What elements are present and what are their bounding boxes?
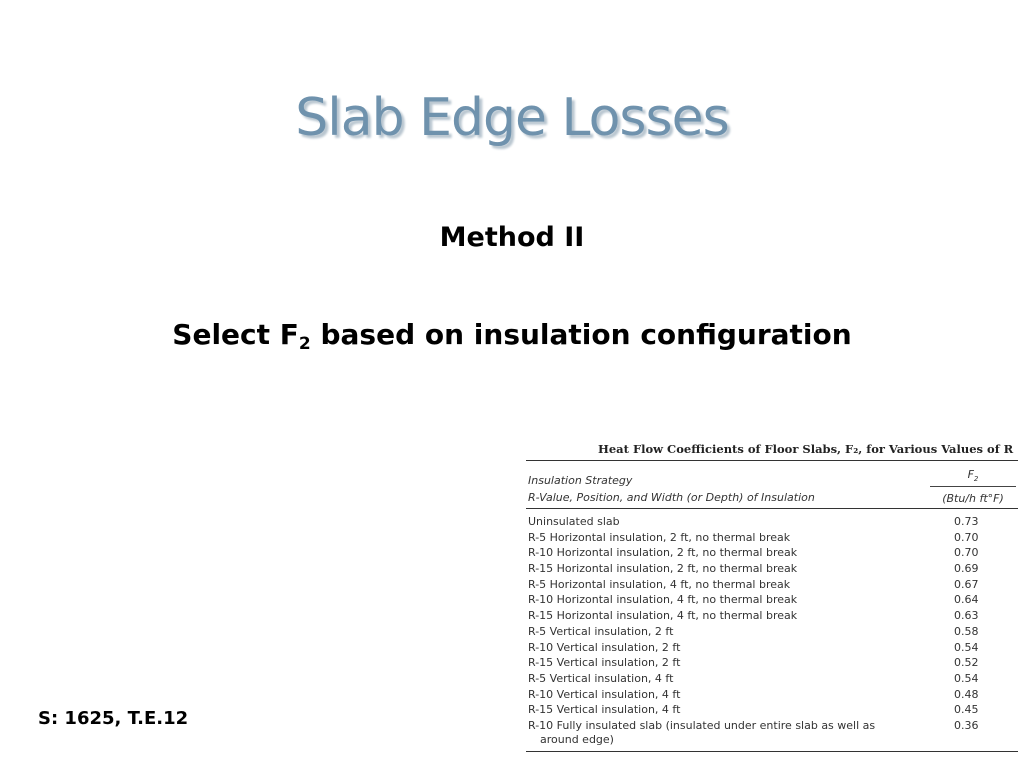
row-value: 0.45 [954, 703, 979, 717]
source-citation: S: 1625, T.E.12 [38, 708, 189, 729]
table-row [528, 688, 1016, 704]
row-value: 0.69 [954, 562, 979, 576]
heat-flow-coefficient-table [524, 438, 1018, 760]
row-value: 0.54 [954, 671, 979, 685]
row-description: R-10 Vertical insulation, 2 ft [528, 640, 681, 654]
table-row [528, 546, 1016, 562]
row-description: R-5 Horizontal insulation, 2 ft, no thermal break [528, 530, 791, 544]
row-value: 0.52 [954, 656, 979, 670]
row-description: R-5 Vertical insulation, 2 ft [528, 624, 674, 638]
instruction-prefix: Select F [172, 318, 299, 351]
header-r-value-position: R-Value, Position, and Width (or Depth) of Insulation [528, 491, 815, 504]
row-description: R-15 Horizontal insulation, 4 ft, no thermal break [528, 609, 798, 623]
row-value: 0.64 [954, 593, 979, 607]
row-value: 0.67 [954, 577, 979, 591]
row-value: 0.73 [954, 515, 979, 528]
table-body [528, 515, 1016, 749]
header-f-letter: F [967, 468, 974, 481]
row-description: R-10 Horizontal insulation, 4 ft, no thermal break [528, 593, 798, 607]
table-row [528, 703, 1016, 719]
row-description: R-15 Vertical insulation, 2 ft [528, 656, 681, 670]
row-value: 0.58 [954, 624, 979, 638]
row-description: R-10 Fully insulated slab (insulated under entire slab as well as [528, 718, 876, 732]
table-row [528, 672, 1016, 688]
instruction-text [0, 318, 1024, 354]
table-top-rule [526, 460, 1018, 461]
header-subrule [930, 486, 1016, 487]
row-value: 0.36 [954, 718, 979, 732]
row-value: 0.70 [954, 546, 979, 560]
table-row [528, 625, 1016, 641]
instruction-subscript: 2 [298, 334, 311, 354]
header-units: (Btu/h ft°F) [942, 492, 1004, 505]
row-description-continued: around edge) [540, 732, 614, 746]
table-row [528, 609, 1016, 625]
row-value: 0.70 [954, 530, 979, 544]
table-row [528, 719, 1016, 749]
method-heading: Method II [439, 222, 585, 253]
table-row [528, 656, 1016, 672]
table-row [528, 531, 1016, 547]
row-value: 0.48 [954, 687, 979, 701]
header-f2-symbol [930, 468, 1016, 483]
row-value: 0.54 [954, 640, 979, 654]
table-row [528, 562, 1016, 578]
table-header-rule [526, 508, 1018, 509]
row-description: R-15 Vertical insulation, 4 ft [528, 703, 681, 717]
row-value: 0.63 [954, 609, 979, 623]
row-description: R-5 Vertical insulation, 4 ft [528, 671, 674, 685]
table-bottom-rule [526, 751, 1018, 752]
row-description: R-15 Horizontal insulation, 2 ft, no thermal break [528, 562, 798, 576]
header-insulation-strategy: Insulation Strategy [528, 474, 633, 487]
slide-title: Slab Edge Losses [295, 88, 729, 148]
row-description: R-5 Horizontal insulation, 4 ft, no thermal break [528, 577, 791, 591]
table-caption: Heat Flow Coefficients of Floor Slabs, F₂, for Various Values of R [598, 442, 1014, 456]
header-f-subscript: 2 [973, 475, 979, 484]
table-row [528, 515, 1016, 531]
row-description: Uninsulated slab [528, 515, 620, 528]
row-description: R-10 Horizontal insulation, 2 ft, no thermal break [528, 546, 798, 560]
table-row [528, 578, 1016, 594]
table-row [528, 593, 1016, 609]
instruction-suffix: based on insulation configuration [310, 318, 852, 351]
row-description: R-10 Vertical insulation, 4 ft [528, 687, 681, 701]
table-row [528, 641, 1016, 657]
